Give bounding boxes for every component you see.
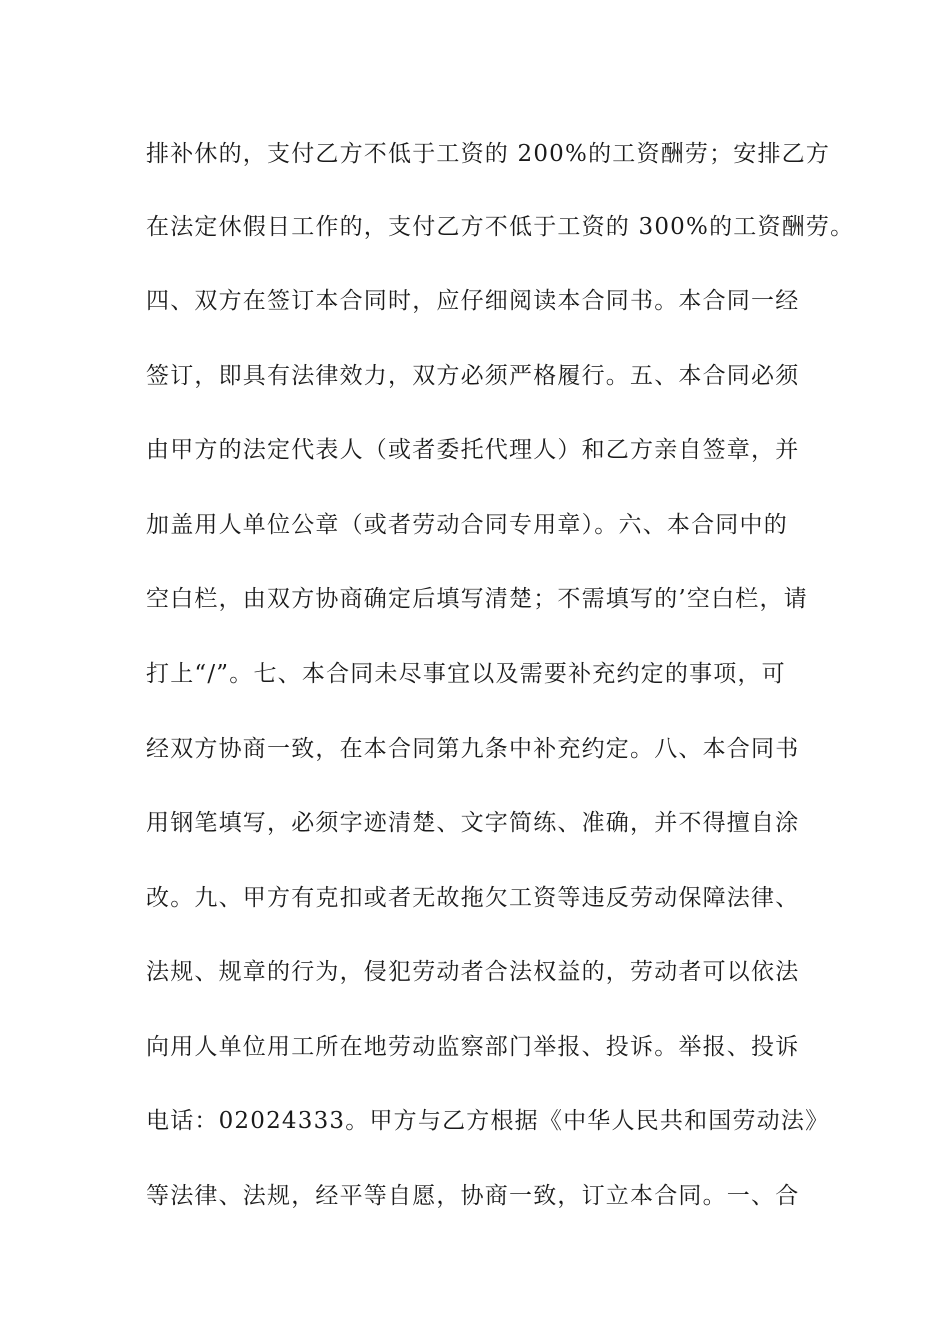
text-line: 打上“/”。七、本合同未尽事宜以及需要补充约定的事项，可 <box>146 661 786 687</box>
text-line: 在法定休假日工作的，支付乙方不低于工资的 300%的工资酬劳。 <box>146 214 855 240</box>
text-line: 电话：02024333。甲方与乙方根据《中华人民共和国劳动法》 <box>146 1108 830 1134</box>
text-line: 加盖用人单位公章（或者劳动合同专用章）。六、本合同中的 <box>146 512 788 538</box>
text-line: 排补休的，支付乙方不低于工资的 200%的工资酬劳；安排乙方 <box>146 141 831 167</box>
text-line: 经双方协商一致，在本合同第九条中补充约定。八、本合同书 <box>146 736 800 762</box>
text-line: 由甲方的法定代表人（或者委托代理人）和乙方亲自签章，并 <box>146 437 800 463</box>
text-line: 改。九、甲方有克扣或者无故拖欠工资等违反劳动保障法律、 <box>146 885 800 911</box>
text-line: 法规、规章的行为，侵犯劳动者合法权益的，劳动者可以依法 <box>146 959 800 985</box>
text-line: 向用人单位用工所在地劳动监察部门举报、投诉。举报、投诉 <box>146 1034 800 1060</box>
text-line: 四、双方在签订本合同时，应仔细阅读本合同书。本合同一经 <box>146 288 800 314</box>
text-line: 用钢笔填写，必须字迹清楚、文字简练、准确，并不得擅自涂 <box>146 810 800 836</box>
text-line: 等法律、法规，经平等自愿，协商一致，订立本合同。一、合 <box>146 1183 800 1209</box>
text-line: 空白栏，由双方协商确定后填写清楚；不需填写的’空白栏，请 <box>146 586 808 612</box>
text-line: 签订，即具有法律效力，双方必须严格履行。五、本合同必须 <box>146 363 800 389</box>
